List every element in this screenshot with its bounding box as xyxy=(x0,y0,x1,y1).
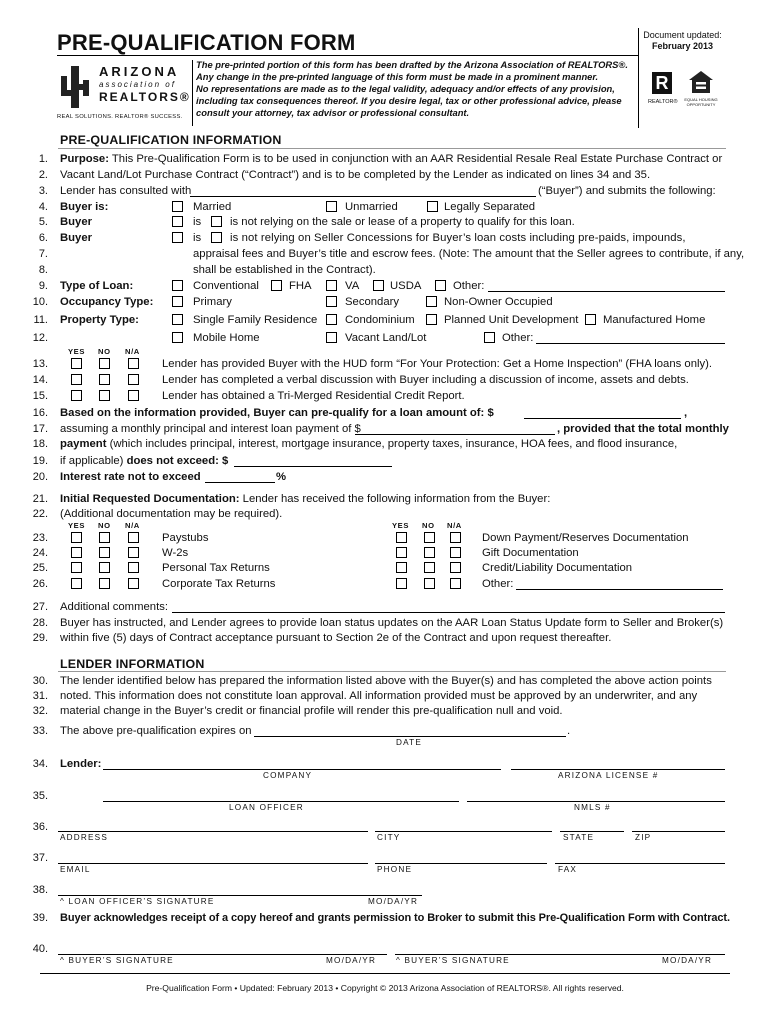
line-21 xyxy=(60,493,550,505)
line-16: Based on the information provided, Buyer can pre-qualify for a loan amount of: $ xyxy=(60,407,494,419)
is-relying-sale-checkbox[interactable] xyxy=(172,216,183,227)
date-caption: DATE xyxy=(396,738,423,747)
other-doc-na-checkbox[interactable] xyxy=(450,578,461,589)
personal-tax-na-checkbox[interactable] xyxy=(128,562,139,573)
fax-field[interactable] xyxy=(555,852,725,864)
occupancy-label: Occupancy Type: xyxy=(60,296,154,308)
secondary-label: Secondary xyxy=(345,296,400,308)
section-rule xyxy=(58,148,726,149)
sfr-checkbox[interactable] xyxy=(172,314,183,325)
is-label: is xyxy=(193,216,202,228)
equal-housing-icon xyxy=(688,70,714,94)
officer-date-caption: MO/DA/YR xyxy=(368,897,419,906)
line-number: 22. xyxy=(32,508,48,520)
buyer-label-6: Buyer xyxy=(60,232,93,244)
line-number: 16. xyxy=(32,407,48,419)
footer-rule xyxy=(40,973,730,974)
conventional-checkbox[interactable] xyxy=(172,280,183,291)
paystubs-yes-checkbox[interactable] xyxy=(71,532,82,543)
percent-sign: % xyxy=(276,471,287,483)
loan-amount-field[interactable] xyxy=(524,407,681,419)
line-number: 21. xyxy=(32,493,48,505)
line-32: material change in the Buyer’s credit or financial profile will render this pre-qualification null and void. xyxy=(60,705,563,717)
manufactured-label: Manufactured Home xyxy=(603,314,706,326)
footer-text: Pre-Qualification Form • Updated: February 2013 • Copyright © 2013 Arizona Association of REALTORS®. All rights reserved. xyxy=(146,983,624,993)
disclaimer-line: The pre-printed portion of this form has been drafted by the Arizona Association of REALTORS®. xyxy=(196,59,628,70)
other-doc-field[interactable] xyxy=(516,578,723,590)
usda-label: USDA xyxy=(390,280,422,292)
line-number: 7. xyxy=(38,248,48,260)
line-number: 10. xyxy=(32,296,48,308)
line-7: appraisal fees and Buyer’s title and escrow fees. (Note: The amount that the Seller agrees to contribute, if any, xyxy=(193,248,745,260)
is-not-relying-concessions-text: is not relying on Seller Concessions for Buyer’s loan costs including pre-paids, impounds, xyxy=(230,232,686,244)
other-doc-no-checkbox[interactable] xyxy=(424,578,435,589)
header-divider xyxy=(638,28,639,128)
doc-down-payment: Down Payment/Reserves Documentation xyxy=(482,532,689,544)
other-doc-yes-checkbox[interactable] xyxy=(396,578,407,589)
additional-comments-field[interactable] xyxy=(172,601,725,613)
down-payment-yes-checkbox[interactable] xyxy=(396,532,407,543)
line-number: 2. xyxy=(38,169,48,181)
na-header: N/A xyxy=(125,347,140,356)
line-number: 35. xyxy=(32,790,48,802)
no-header: NO xyxy=(422,521,435,530)
state-field[interactable] xyxy=(560,820,624,832)
legally-separated-label: Legally Separated xyxy=(444,201,536,213)
pud-checkbox[interactable] xyxy=(426,314,437,325)
line-number: 23. xyxy=(32,532,48,544)
no-header: NO xyxy=(98,521,111,530)
city-field[interactable] xyxy=(375,820,552,832)
line-number: 39. xyxy=(32,912,48,924)
credit-yes-checkbox[interactable] xyxy=(71,390,82,401)
line-number: 33. xyxy=(32,725,48,737)
zip-caption: ZIP xyxy=(635,833,652,842)
title-rule xyxy=(57,55,638,56)
disclaimer xyxy=(196,59,628,119)
line-1 xyxy=(60,153,722,165)
line-number: 40. xyxy=(32,943,48,955)
yes-header: YES xyxy=(68,347,85,356)
buyer-date-caption: MO/DA/YR xyxy=(662,956,713,965)
doc-w2: W-2s xyxy=(162,547,189,559)
fha-checkbox[interactable] xyxy=(271,280,282,291)
phone-field[interactable] xyxy=(375,852,547,864)
na-header: N/A xyxy=(447,521,462,530)
line-number: 19. xyxy=(32,455,48,467)
is-not-relying-concessions-checkbox[interactable] xyxy=(211,232,222,243)
realtor-mark: REALTOR® xyxy=(648,99,678,105)
line-16-comma: , xyxy=(684,407,688,419)
line-number: 20. xyxy=(32,471,48,483)
line-number: 14. xyxy=(32,374,48,386)
does-not-exceed: does not exceed: $ xyxy=(126,455,229,467)
w2-na-checkbox[interactable] xyxy=(128,547,139,558)
interest-rate-field[interactable] xyxy=(205,471,275,483)
w2-yes-checkbox[interactable] xyxy=(71,547,82,558)
license-caption: ARIZONA LICENSE # xyxy=(558,771,659,780)
payment-word: payment xyxy=(60,438,107,450)
loan-officer-field[interactable] xyxy=(103,790,459,802)
line-number: 30. xyxy=(32,675,48,687)
doc-other: Other: xyxy=(482,578,514,590)
line-number: 4. xyxy=(38,201,48,213)
na-header: N/A xyxy=(125,521,140,530)
doc-credit-liability: Credit/Liability Documentation xyxy=(482,562,633,574)
disclaimer-line: including tax consequences thereof. If you desire legal, tax or other professional advice, please xyxy=(196,95,622,106)
line-number: 37. xyxy=(32,852,48,864)
line-number: 32. xyxy=(32,705,48,717)
mobile-home-label: Mobile Home xyxy=(193,332,260,344)
buyer-signature-caption: ^ BUYER’S SIGNATURE xyxy=(396,956,510,965)
corporate-tax-yes-checkbox[interactable] xyxy=(71,578,82,589)
sfr-label: Single Family Residence xyxy=(193,314,318,326)
paystubs-na-checkbox[interactable] xyxy=(128,532,139,543)
primary-label: Primary xyxy=(193,296,232,308)
verbal-yes-checkbox[interactable] xyxy=(71,374,82,385)
section-title-prequal: PRE-QUALIFICATION INFORMATION xyxy=(60,133,282,147)
form-title: PRE-QUALIFICATION FORM xyxy=(57,30,356,55)
other-loan-label: Other: xyxy=(453,280,485,292)
buyer-signature-caption: ^ BUYER’S SIGNATURE xyxy=(60,956,174,965)
line-number: 25. xyxy=(32,562,48,574)
expiration-date-field[interactable] xyxy=(254,725,566,737)
personal-tax-no-checkbox[interactable] xyxy=(99,562,110,573)
manufactured-checkbox[interactable] xyxy=(585,314,596,325)
buyer-is-label: Buyer is: xyxy=(60,201,109,213)
buyer-label-5: Buyer xyxy=(60,216,93,228)
logo-divider xyxy=(192,60,193,126)
other-property-field[interactable] xyxy=(536,332,725,344)
arizona-license-field[interactable] xyxy=(511,758,725,770)
line-15: Lender has obtained a Tri-Merged Residential Credit Report. xyxy=(162,390,465,402)
line-number: 38. xyxy=(32,884,48,896)
line-number: 24. xyxy=(32,547,48,559)
purpose-text: This Pre-Qualification Form is to be used in conjunction with an AAR Residential Resale Real Estate Purchase Contract or xyxy=(111,153,723,165)
credit-no-checkbox[interactable] xyxy=(99,390,110,401)
corporate-tax-na-checkbox[interactable] xyxy=(128,578,139,589)
line-number: 34. xyxy=(32,758,48,770)
loan-type-label: Type of Loan: xyxy=(60,280,134,292)
married-checkbox[interactable] xyxy=(172,201,183,212)
line-number: 18. xyxy=(32,438,48,450)
lender-label: Lender: xyxy=(60,758,102,770)
other-property-checkbox[interactable] xyxy=(484,332,495,343)
credit-liability-yes-checkbox[interactable] xyxy=(396,562,407,573)
nmls-caption: NMLS # xyxy=(574,803,611,812)
buyer-submits-text: (“Buyer”) and submits the following: xyxy=(538,185,716,197)
yes-header: YES xyxy=(392,521,409,530)
line-18 xyxy=(60,438,677,450)
gift-no-checkbox[interactable] xyxy=(424,547,435,558)
eho-text: EQUAL HOUSING OPPORTUNITY xyxy=(684,97,718,107)
line-number: 15. xyxy=(32,390,48,402)
non-owner-checkbox[interactable] xyxy=(426,296,437,307)
doc-updated-label: Document updated: xyxy=(643,30,722,40)
line-22: (Additional documentation may be required). xyxy=(60,508,283,520)
verbal-na-checkbox[interactable] xyxy=(128,374,139,385)
section-title-lender: LENDER INFORMATION xyxy=(60,657,205,671)
loan-officer-signature-caption: ^ LOAN OFFICER’S SIGNATURE xyxy=(60,897,215,906)
down-payment-na-checkbox[interactable] xyxy=(450,532,461,543)
if-applicable: if applicable) xyxy=(60,455,124,467)
expires-label: The above pre-qualification expires on xyxy=(60,725,252,737)
disclaimer-line: Any change in the pre-printed language of this form must be made in a prominent manner. xyxy=(196,71,599,82)
line-number: 5. xyxy=(38,216,48,228)
credit-liability-na-checkbox[interactable] xyxy=(450,562,461,573)
interest-rate-label: Interest rate not to exceed xyxy=(60,471,201,483)
line-number: 11. xyxy=(33,314,48,326)
hud-na-checkbox[interactable] xyxy=(128,358,139,369)
lender-company-field[interactable] xyxy=(103,758,501,770)
married-label: Married xyxy=(193,201,232,213)
company-caption: COMPANY xyxy=(263,771,313,780)
line-28: Buyer has instructed, and Lender agrees to provide loan status updates on the AAR Loan Status Update form to Seller and Broker(s) xyxy=(60,617,724,629)
line-number: 36. xyxy=(32,821,48,833)
disclaimer-line: No representations are made as to the legal validity, adequacy and/or effects of any provision, xyxy=(196,83,615,94)
line-number: 6. xyxy=(38,232,48,244)
line-number: 28. xyxy=(32,617,48,629)
line-number: 29. xyxy=(32,632,48,644)
hud-yes-checkbox[interactable] xyxy=(71,358,82,369)
buyer-date-caption: MO/DA/YR xyxy=(326,956,377,965)
line-30: The lender identified below has prepared the information listed above with the Buyer(s) and has completed the above action points xyxy=(60,675,712,687)
is-not-relying-sale-text: is not relying on the sale or lease of a property to qualify for this loan. xyxy=(230,216,575,228)
line-39: Buyer acknowledges receipt of a copy hereof and grants permission to Broker to submit this Pre-Qualification Form with Contract. xyxy=(60,912,730,924)
logo-arizona: ARIZONA xyxy=(99,64,180,79)
buyer-name-field[interactable] xyxy=(190,185,536,197)
vacant-land-label: Vacant Land/Lot xyxy=(345,332,427,344)
logo-tagline: REAL SOLUTIONS. REALTOR® SUCCESS. xyxy=(57,114,183,120)
line-number: 3. xyxy=(38,185,48,197)
doc-paystubs: Paystubs xyxy=(162,532,209,544)
zip-field[interactable] xyxy=(632,820,725,832)
loan-officer-signature-field[interactable] xyxy=(58,884,422,896)
address-caption: ADDRESS xyxy=(60,833,108,842)
other-loan-checkbox[interactable] xyxy=(435,280,446,291)
primary-checkbox[interactable] xyxy=(172,296,183,307)
disclaimer-line: consult your attorney, tax advisor or professional consultant. xyxy=(196,107,470,118)
additional-comments-label: Additional comments: xyxy=(60,601,168,613)
logo-realtors: REALTORS® xyxy=(99,90,191,104)
condo-checkbox[interactable] xyxy=(326,314,337,325)
logo-assoc: association of xyxy=(99,80,176,89)
mobile-home-checkbox[interactable] xyxy=(172,332,183,343)
line-number: 9. xyxy=(38,280,48,292)
usda-checkbox[interactable] xyxy=(373,280,384,291)
credit-na-checkbox[interactable] xyxy=(128,390,139,401)
realtor-r-icon: R xyxy=(652,72,672,94)
aar-logo xyxy=(57,62,190,124)
conventional-label: Conventional xyxy=(193,280,259,292)
is-label: is xyxy=(193,232,202,244)
secondary-checkbox[interactable] xyxy=(326,296,337,307)
address-field[interactable] xyxy=(58,820,368,832)
line-8: shall be established in the Contract). xyxy=(193,264,376,276)
line-2: Vacant Land/Lot Purchase Contract (“Contract”) and is to be completed by the Lender as indicated on lines 34 and 35. xyxy=(60,169,651,181)
buyer-signature-field-1[interactable] xyxy=(58,943,387,955)
doc-gift: Gift Documentation xyxy=(482,547,579,559)
line-number: 26. xyxy=(32,578,48,590)
personal-tax-yes-checkbox[interactable] xyxy=(71,562,82,573)
fax-caption: FAX xyxy=(558,865,578,874)
fha-label: FHA xyxy=(289,280,312,292)
line-19 xyxy=(60,455,228,467)
vacant-land-checkbox[interactable] xyxy=(326,332,337,343)
property-type-label: Property Type: xyxy=(60,314,139,326)
legally-separated-checkbox[interactable] xyxy=(427,201,438,212)
email-caption: EMAIL xyxy=(60,865,91,874)
line-number: 12. xyxy=(32,332,48,344)
va-label: VA xyxy=(345,280,360,292)
gift-na-checkbox[interactable] xyxy=(450,547,461,558)
unmarried-checkbox[interactable] xyxy=(326,201,337,212)
section-rule xyxy=(58,671,726,672)
line-17a: assuming a monthly principal and interest loan payment of $ xyxy=(60,423,361,435)
yes-header: YES xyxy=(68,521,85,530)
non-owner-label: Non-Owner Occupied xyxy=(444,296,553,308)
line-number: 1. xyxy=(38,153,48,165)
buyer-signature-field-2[interactable] xyxy=(395,943,725,955)
payment-desc: (which includes principal, interest, mortgage insurance, property taxes, insurance, HOA fees, and flood insurance, xyxy=(109,438,678,450)
doc-corporate-tax: Corporate Tax Returns xyxy=(162,578,276,590)
state-caption: STATE xyxy=(563,833,595,842)
line-number: 31. xyxy=(32,690,48,702)
is-relying-concessions-checkbox[interactable] xyxy=(172,232,183,243)
hud-no-checkbox[interactable] xyxy=(99,358,110,369)
doc-personal-tax: Personal Tax Returns xyxy=(162,562,270,574)
paystubs-no-checkbox[interactable] xyxy=(99,532,110,543)
other-loan-field[interactable] xyxy=(488,280,725,292)
line-13: Lender has provided Buyer with the HUD form “For Your Protection: Get a Home Inspection” (FHA loans only). xyxy=(162,358,713,370)
monthly-payment-field[interactable] xyxy=(355,423,555,435)
max-payment-field[interactable] xyxy=(234,455,392,467)
corporate-tax-no-checkbox[interactable] xyxy=(99,578,110,589)
email-field[interactable] xyxy=(58,852,368,864)
other-property-label: Other: xyxy=(502,332,534,344)
unmarried-label: Unmarried xyxy=(345,201,398,213)
phone-caption: PHONE xyxy=(377,865,413,874)
line-31: noted. This information does not constitute loan approval. All information provided must be approved by an underwriter, and any xyxy=(60,690,698,702)
initial-docs-label: Initial Requested Documentation: xyxy=(60,493,240,505)
pud-label: Planned Unit Development xyxy=(444,314,579,326)
credit-liability-no-checkbox[interactable] xyxy=(424,562,435,573)
line-29: within five (5) days of Contract acceptance pursuant to Section 2e of the Contract and upon request thereafter. xyxy=(60,632,612,644)
city-caption: CITY xyxy=(377,833,401,842)
w2-no-checkbox[interactable] xyxy=(99,547,110,558)
is-not-relying-sale-checkbox[interactable] xyxy=(211,216,222,227)
lender-consulted-label: Lender has consulted with xyxy=(60,185,192,197)
initial-docs-text: Lender has received the following information from the Buyer: xyxy=(242,493,551,505)
down-payment-no-checkbox[interactable] xyxy=(424,532,435,543)
purpose-label: Purpose: xyxy=(60,153,109,165)
line-17b: , provided that the total monthly xyxy=(557,423,729,435)
line-number: 13. xyxy=(32,358,48,370)
condo-label: Condominium xyxy=(345,314,415,326)
cactus-icon xyxy=(57,62,93,112)
line-number: 27. xyxy=(32,601,48,613)
no-header: NO xyxy=(98,347,111,356)
loan-officer-caption: LOAN OFFICER xyxy=(229,803,304,812)
line-number: 8. xyxy=(38,264,48,276)
expires-period: . xyxy=(567,725,571,737)
nmls-field[interactable] xyxy=(467,790,725,802)
doc-updated-date: February 2013 xyxy=(651,41,714,51)
line-number: 17. xyxy=(32,423,48,435)
verbal-no-checkbox[interactable] xyxy=(99,374,110,385)
line-14: Lender has completed a verbal discussion with Buyer including a discussion of income, assets and debts. xyxy=(162,374,689,386)
gift-yes-checkbox[interactable] xyxy=(396,547,407,558)
va-checkbox[interactable] xyxy=(326,280,337,291)
